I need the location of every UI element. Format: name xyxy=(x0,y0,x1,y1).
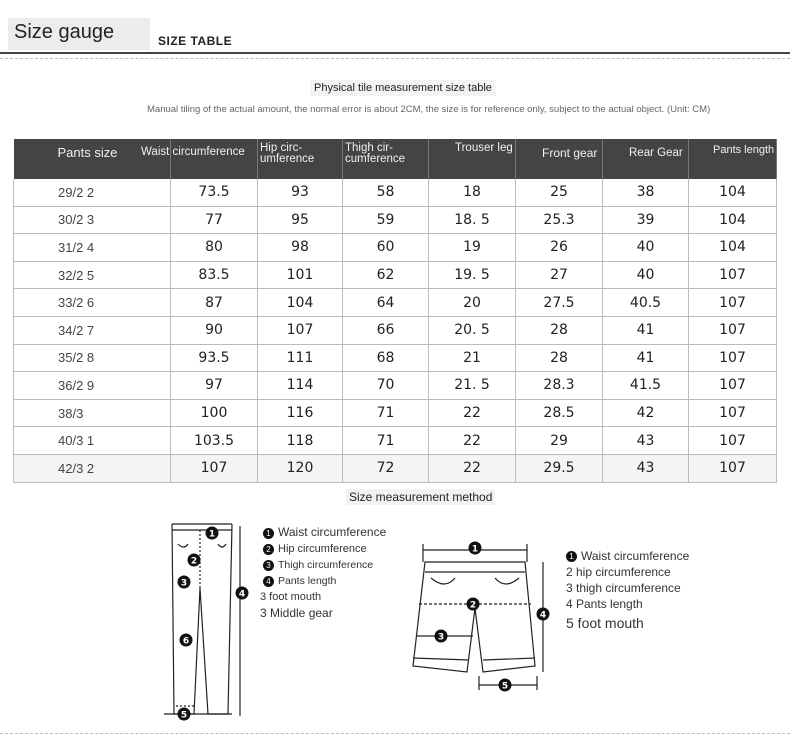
table-row xyxy=(14,206,777,234)
shorts-marker-label: 4 xyxy=(539,610,547,621)
shorts-marker-label: 3 xyxy=(437,632,445,643)
pants-legend-item: 3 foot mouth xyxy=(260,591,322,603)
dashed-divider xyxy=(0,58,790,59)
page-title: Size gauge xyxy=(14,21,115,43)
measurement-cell: 40 xyxy=(603,261,689,289)
measurement-cell: 29.5 xyxy=(516,454,603,482)
measurement-cell: 19 xyxy=(429,234,516,262)
size-table xyxy=(13,139,776,483)
pants-legend-item: 3 Middle gear xyxy=(260,606,333,620)
table-row xyxy=(14,289,777,317)
marker-icon: 4 xyxy=(263,576,274,587)
table-row xyxy=(14,372,777,400)
measurement-cell: 28.3 xyxy=(516,372,603,400)
measurement-cell: 62 xyxy=(343,261,429,289)
col-header-waist: Waist circumference xyxy=(171,139,258,179)
pants-legend-item: 3 Thigh circumference xyxy=(263,557,386,573)
measurement-cell: 39 xyxy=(603,206,689,234)
measurement-cell: 93 xyxy=(258,179,343,206)
measurement-cell: 70 xyxy=(343,372,429,400)
measurement-cell: 40.5 xyxy=(603,289,689,317)
shorts-legend-item: 1 Waist circumference xyxy=(566,548,689,564)
measurement-cell: 41.5 xyxy=(603,372,689,400)
measurement-cell: 71 xyxy=(343,399,429,427)
col-header-pants-length: Pants length xyxy=(689,139,777,179)
measurement-cell: 104 xyxy=(689,234,777,262)
measurement-cell: 107 xyxy=(171,454,258,482)
measurement-cell: 22 xyxy=(429,427,516,455)
measurement-cell: 19. 5 xyxy=(429,261,516,289)
pants-outline xyxy=(172,524,232,714)
measurement-cell: 98 xyxy=(258,234,343,262)
size-cell: 29/2 2 xyxy=(14,179,171,206)
size-cell: 33/2 6 xyxy=(14,289,171,317)
measurement-cell: 20 xyxy=(429,289,516,317)
table-row xyxy=(14,261,777,289)
measurement-cell: 59 xyxy=(343,206,429,234)
measurement-cell: 58 xyxy=(343,179,429,206)
measurement-cell: 28 xyxy=(516,344,603,372)
pants-diagram xyxy=(160,518,260,724)
measurement-cell: 87 xyxy=(171,289,258,317)
shorts-legend-item: 3 thigh circumference xyxy=(566,581,681,595)
table-row xyxy=(14,234,777,262)
measurement-cell: 21 xyxy=(429,344,516,372)
table-caption: Physical tile measurement size table xyxy=(310,80,496,96)
measurement-cell: 25 xyxy=(516,179,603,206)
measurement-cell: 118 xyxy=(258,427,343,455)
measurement-cell: 66 xyxy=(343,316,429,344)
measurement-cell: 101 xyxy=(258,261,343,289)
measurement-cell: 29 xyxy=(516,427,603,455)
pants-marker-label: 5 xyxy=(180,710,188,721)
size-cell: 35/2 8 xyxy=(14,344,171,372)
measurement-cell: 116 xyxy=(258,399,343,427)
marker-icon: 3 xyxy=(263,560,274,571)
measurement-cell: 20. 5 xyxy=(429,316,516,344)
measurement-cell: 107 xyxy=(689,344,777,372)
measurement-cell: 107 xyxy=(689,399,777,427)
size-cell: 30/2 3 xyxy=(14,206,171,234)
table-row xyxy=(14,454,777,482)
table-row xyxy=(14,316,777,344)
marker-icon: 1 xyxy=(566,551,577,562)
measurement-cell: 71 xyxy=(343,427,429,455)
bottom-divider xyxy=(0,733,790,734)
measurement-cell: 111 xyxy=(258,344,343,372)
measurement-cell: 43 xyxy=(603,454,689,482)
measurement-cell: 38 xyxy=(603,179,689,206)
measurement-cell: 41 xyxy=(603,316,689,344)
pants-marker-label: 6 xyxy=(182,636,190,647)
measurement-cell: 120 xyxy=(258,454,343,482)
measurement-cell: 42 xyxy=(603,399,689,427)
measurement-cell: 22 xyxy=(429,454,516,482)
measurement-cell: 41 xyxy=(603,344,689,372)
measurement-cell: 95 xyxy=(258,206,343,234)
col-header-rear-gear: Rear Gear xyxy=(603,139,689,179)
pants-legend xyxy=(260,524,387,621)
shorts-legend xyxy=(566,548,689,631)
measurement-cell: 60 xyxy=(343,234,429,262)
shorts-diagram xyxy=(405,538,555,698)
measurement-cell: 26 xyxy=(516,234,603,262)
measurement-cell: 107 xyxy=(689,316,777,344)
measurement-cell: 107 xyxy=(689,454,777,482)
shorts-marker-label: 5 xyxy=(501,681,509,692)
measurement-cell: 40 xyxy=(603,234,689,262)
measurement-cell: 107 xyxy=(258,316,343,344)
table-header-row xyxy=(14,139,777,179)
measurement-cell: 28.5 xyxy=(516,399,603,427)
col-header-trouser-leg: Trouser leg xyxy=(429,139,516,179)
col-header-size: Pants size xyxy=(14,139,171,179)
method-title: Size measurement method xyxy=(346,489,495,505)
size-cell: 34/2 7 xyxy=(14,316,171,344)
pants-marker-label: 2 xyxy=(190,556,198,567)
measurement-cell: 21. 5 xyxy=(429,372,516,400)
pants-legend-item: 4 Pants length xyxy=(263,573,386,589)
marker-icon: 1 xyxy=(263,528,274,539)
shorts-legend-item: 2 hip circumference xyxy=(566,565,671,579)
marker-icon: 2 xyxy=(263,544,274,555)
measurement-cell: 104 xyxy=(689,179,777,206)
pants-marker-label: 1 xyxy=(208,529,216,540)
shorts-legend-item: 4 Pants length xyxy=(566,597,643,611)
pants-legend-item: 2 Hip circumference xyxy=(263,541,386,557)
measurement-cell: 73.5 xyxy=(171,179,258,206)
shorts-legend-item: 5 foot mouth xyxy=(566,615,644,631)
measurement-cell: 107 xyxy=(689,261,777,289)
measurement-cell: 27.5 xyxy=(516,289,603,317)
measurement-cell: 64 xyxy=(343,289,429,317)
pants-marker-label: 3 xyxy=(180,578,188,589)
measurement-cell: 107 xyxy=(689,372,777,400)
measurement-cell: 43 xyxy=(603,427,689,455)
shorts-marker-label: 1 xyxy=(471,544,479,555)
measurement-cell: 72 xyxy=(343,454,429,482)
measurement-cell: 93.5 xyxy=(171,344,258,372)
col-header-thigh: Thigh cir-cumference xyxy=(343,139,429,179)
size-cell: 42/3 2 xyxy=(14,454,171,482)
table-row xyxy=(14,427,777,455)
measurement-cell: 100 xyxy=(171,399,258,427)
measurement-cell: 107 xyxy=(689,427,777,455)
pants-marker-label: 4 xyxy=(238,589,246,600)
measurement-cell: 97 xyxy=(171,372,258,400)
measurement-cell: 90 xyxy=(171,316,258,344)
header-divider xyxy=(0,52,790,54)
pants-legend-item: 1 Waist circumference xyxy=(263,524,386,541)
size-cell: 36/2 9 xyxy=(14,372,171,400)
col-header-hip: Hip circ-umference xyxy=(258,139,343,179)
size-cell: 32/2 5 xyxy=(14,261,171,289)
shorts-marker-label: 2 xyxy=(469,600,477,611)
measurement-cell: 22 xyxy=(429,399,516,427)
measurement-cell: 25.3 xyxy=(516,206,603,234)
table-note: Manual tiling of the actual amount, the normal error is about 2CM, the size is for reference only, subject to the actual object. (Unit: CM) xyxy=(147,104,711,115)
measurement-cell: 104 xyxy=(689,206,777,234)
measurement-cell: 107 xyxy=(689,289,777,317)
measurement-cell: 103.5 xyxy=(171,427,258,455)
measurement-cell: 18 xyxy=(429,179,516,206)
size-cell: 38/3 xyxy=(14,399,171,427)
measurement-cell: 83.5 xyxy=(171,261,258,289)
measurement-cell: 28 xyxy=(516,316,603,344)
table-row xyxy=(14,399,777,427)
size-cell: 40/3 1 xyxy=(14,427,171,455)
table-row xyxy=(14,344,777,372)
measurement-cell: 68 xyxy=(343,344,429,372)
page-subtitle: SIZE TABLE xyxy=(158,34,233,48)
col-header-front-gear: Front gear xyxy=(516,139,603,179)
measurement-cell: 77 xyxy=(171,206,258,234)
measurement-cell: 114 xyxy=(258,372,343,400)
size-cell: 31/2 4 xyxy=(14,234,171,262)
measurement-cell: 80 xyxy=(171,234,258,262)
table-row xyxy=(14,179,777,206)
measurement-cell: 104 xyxy=(258,289,343,317)
measurement-cell: 27 xyxy=(516,261,603,289)
measurement-cell: 18. 5 xyxy=(429,206,516,234)
